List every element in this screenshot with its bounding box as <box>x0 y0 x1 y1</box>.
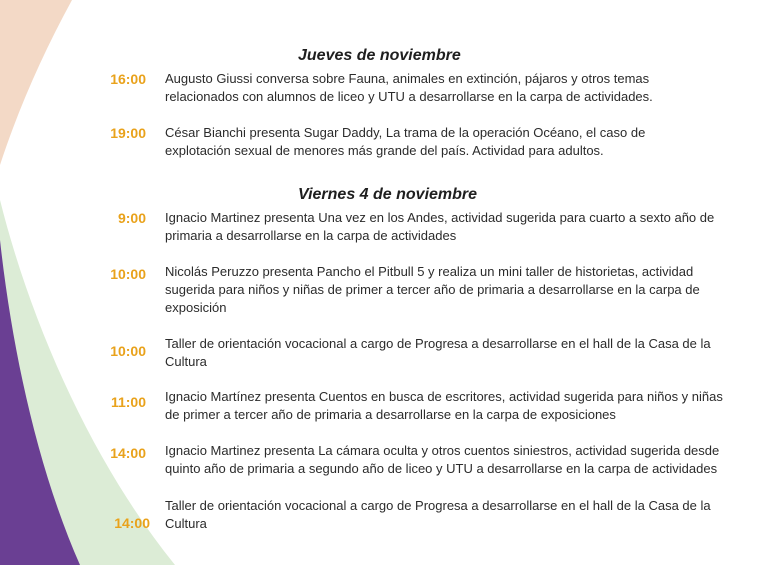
event-description: Ignacio Martinez presenta La cámara oculta y otros cuentos siniestros, actividad sugerida desde quinto año de primaria a segundo año de liceo y UTU a desarrollarse en la carpa de actividades <box>165 443 720 476</box>
event-description: Ignacio Martínez presenta Cuentos en busca de escritores, actividad sugerida para niños y niñas de primer a tercer año de primaria a desarrollarse en la carpa de exposiciones <box>165 389 723 422</box>
event-description: César Bianchi presenta Sugar Daddy, La trama de la operación Océano, el caso de explotación sexual de menores más grande del país. Actividad para adultos. <box>165 125 646 158</box>
day-title-jueves: Jueves de noviembre <box>298 47 461 64</box>
event-time: 19:00 <box>110 125 146 141</box>
event-description: Taller de orientación vocacional a cargo de Progresa a desarrollarse en el hall de la Casa de la Cultura <box>165 498 711 531</box>
event-time: 10:00 <box>110 266 146 282</box>
event-description: Nicolás Peruzzo presenta Pancho el Pitbull 5 y realiza un mini taller de historietas, actividad sugerida para niños y niñas de primer a tercer año de primaria a desarrollarse en la carpa de exposición <box>165 264 700 315</box>
event-time: 14:00 <box>114 515 150 531</box>
event-time: 9:00 <box>117 210 146 226</box>
event-time: 11:00 <box>110 394 146 410</box>
event-time: 16:00 <box>110 71 146 87</box>
event-description: Augusto Giussi conversa sobre Fauna, animales en extinción, pájaros y otros temas relacionados con alumnos de liceo y UTU a desarrollarse en la carpa de actividades. <box>165 71 653 104</box>
event-time: 10:00 <box>110 343 146 359</box>
event-description: Taller de orientación vocacional a cargo de Progresa a desarrollarse en el hall de la Casa de la Cultura <box>165 336 711 369</box>
day-title-viernes: Viernes 4 de noviembre <box>298 186 478 203</box>
event-description: Ignacio Martinez presenta Una vez en los Andes, actividad sugerida para cuarto a sexto año de primaria a desarrollarse en la carpa de actividades <box>165 210 715 243</box>
event-time: 14:00 <box>110 445 146 461</box>
